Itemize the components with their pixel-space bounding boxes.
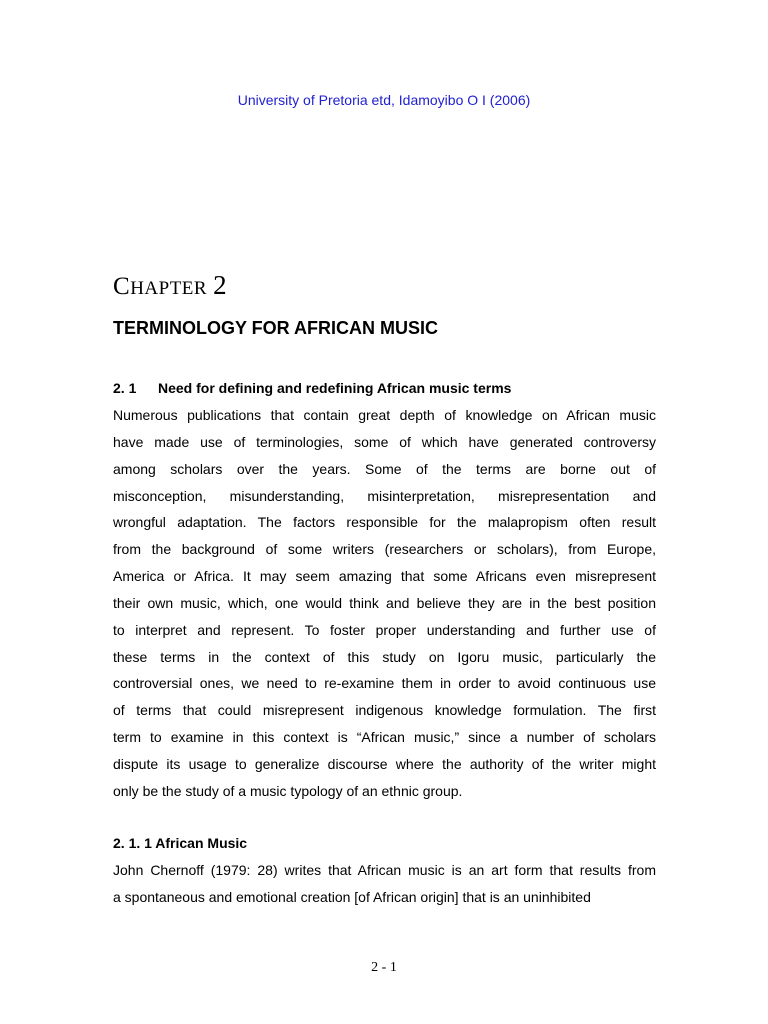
paragraph-line: from the background of some writers (researchers or scholars), from Europe, — [113, 541, 656, 558]
page-number: 2 - 1 — [371, 960, 397, 975]
paragraph-line: of terms that could misrepresent indigenous knowledge formulation. The first — [113, 702, 656, 719]
paragraph-line: to interpret and represent. To foster proper understanding and further use of — [113, 621, 656, 638]
paragraph-line: misconception, misunderstanding, misinterpretation, misrepresentation and — [113, 487, 656, 504]
paragraph-line: Numerous publications that contain great depth of knowledge on African music — [113, 407, 656, 423]
paragraph-line: have made use of terminologies, some of which have generated controversy — [113, 433, 656, 450]
university-watermark: University of Pretoria etd, Idamoyibo O I (2006) — [237, 92, 531, 108]
paragraph-line: among scholars over the years. Some of the terms are borne out of — [113, 460, 656, 477]
chapter-initial: C — [113, 273, 131, 300]
paragraph-line: term to examine in this context is “African music,” since a number of scholars — [113, 729, 656, 746]
paragraph-line: controversial ones, we need to re-examine them in order to avoid continuous use — [113, 675, 656, 692]
chapter-label — [113, 270, 227, 301]
paragraph-line: these terms in the context of this study on Igoru music, particularly the — [113, 648, 656, 665]
paragraph-line: their own music, which, one would think and believe they are in the best position — [113, 594, 656, 611]
chapter-number: 2 — [213, 270, 228, 300]
paragraph-line: dispute its usage to generalize discourse where the authority of the writer might — [113, 755, 656, 772]
chapter-word-rest: HAPTER — [130, 278, 208, 299]
section-title: Need for defining and redefining African music terms — [158, 380, 512, 396]
section-heading-2-1-1: 2. 1. 1 African Music — [113, 835, 248, 851]
section-2-1-1-paragraph — [113, 857, 656, 911]
section-2-1-paragraph — [113, 402, 656, 805]
paragraph-line: John Chernoff (1979: 28) writes that African music is an art form that results from — [113, 862, 656, 878]
chapter-title: TERMINOLOGY FOR AFRICAN MUSIC — [113, 318, 438, 338]
paragraph-line: America or Africa. It may seem amazing that some Africans even misrepresent — [113, 568, 656, 585]
paragraph-line: a spontaneous and emotional creation [of African origin] that is an uninhibited — [113, 888, 591, 905]
section-heading-2-1 — [113, 380, 511, 396]
paragraph-line: only be the study of a music typology of an ethnic group. — [113, 782, 463, 799]
paragraph-line: wrongful adaptation. The factors responsible for the malapropism often result — [113, 514, 656, 531]
section-number: 2. 1 — [113, 380, 137, 396]
